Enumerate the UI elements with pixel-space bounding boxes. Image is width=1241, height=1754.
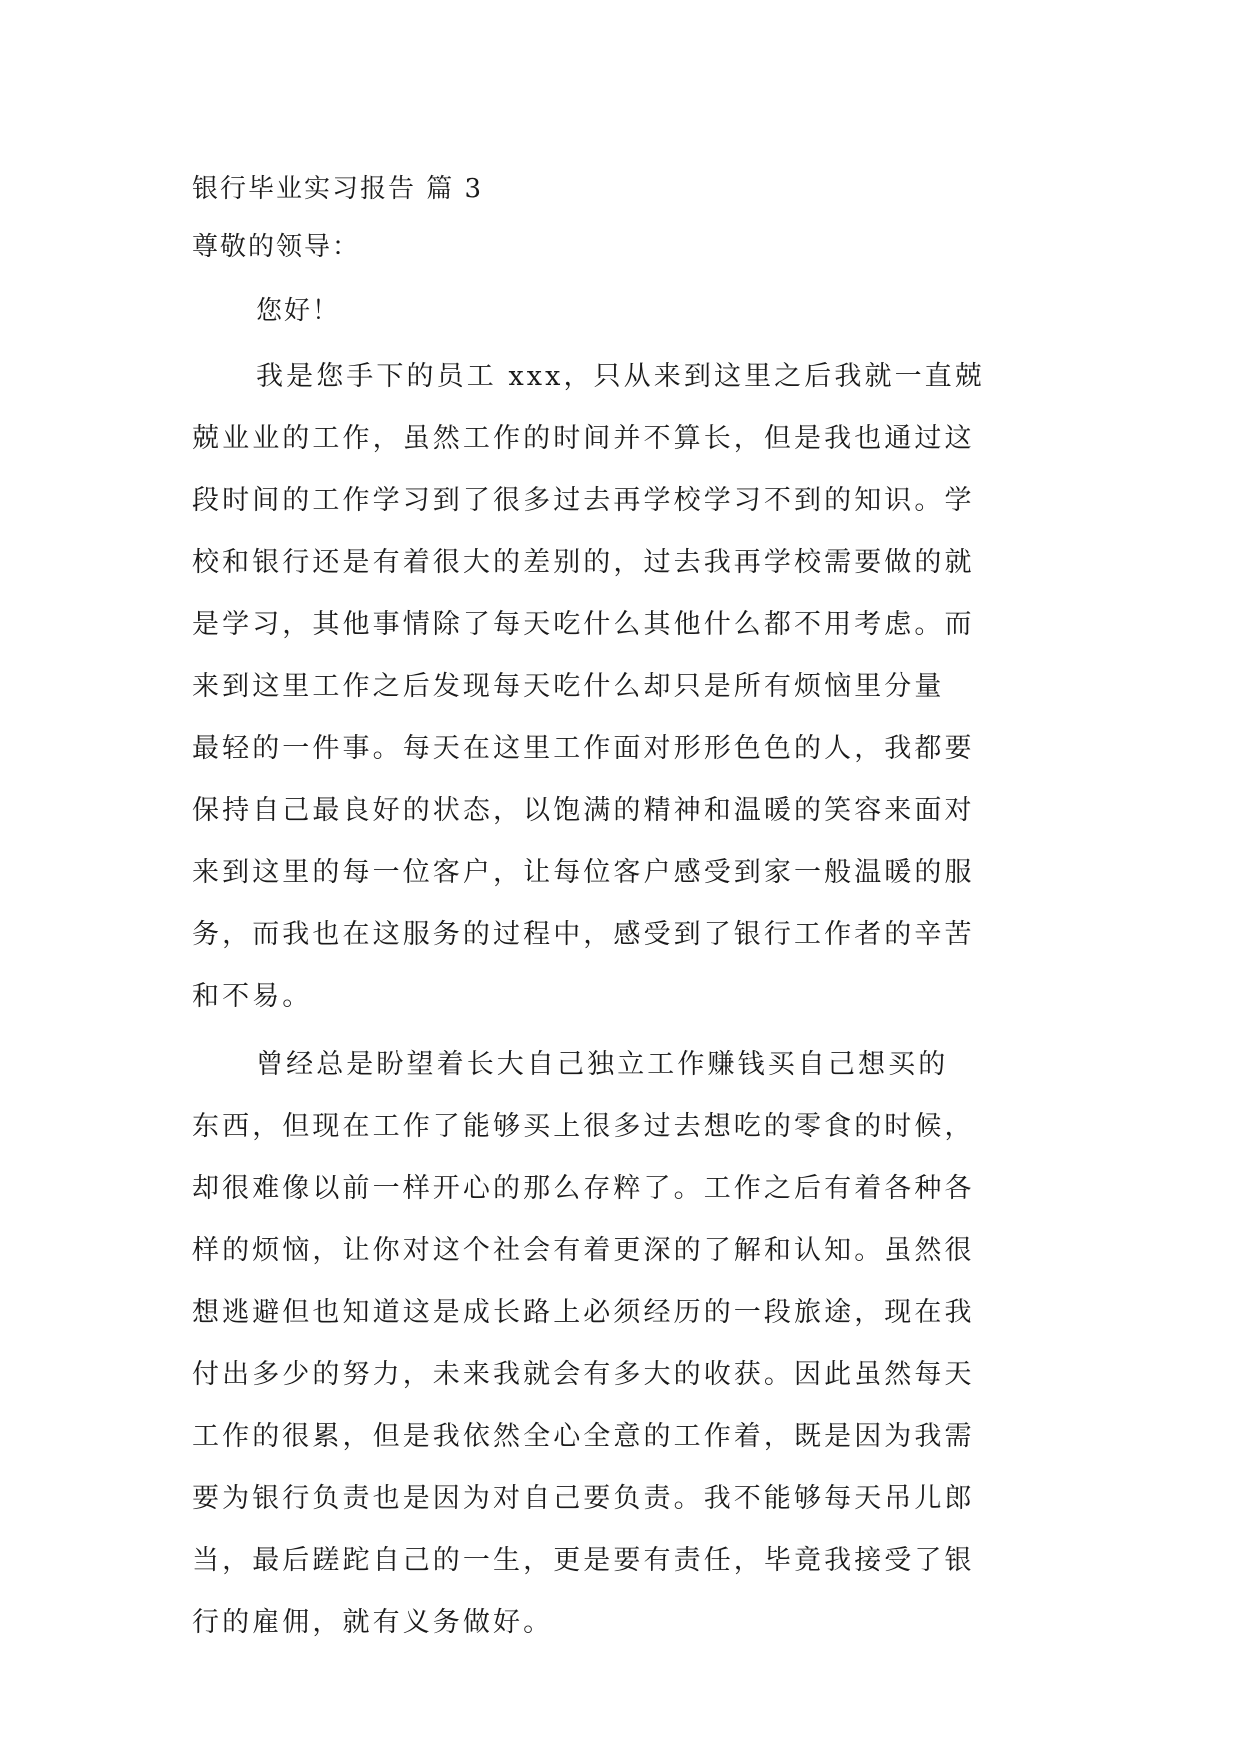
paragraph-1 xyxy=(192,346,1052,1028)
paragraph-line: 我是您手下的员工 xxx，只从来到这里之后我就一直兢 xyxy=(256,361,985,392)
paragraph-line: 行的雇佣，就有义务做好。 xyxy=(192,1607,554,1638)
paragraph-line: 来到这里的每一位客户，让每位客户感受到家一般温暖的服 xyxy=(192,857,975,888)
paragraph-line: 段时间的工作学习到了很多过去再学校学习不到的知识。学 xyxy=(192,485,975,516)
paragraph-line: 兢业业的工作，虽然工作的时间并不算长，但是我也通过这 xyxy=(192,423,975,454)
paragraph-line: 东西，但现在工作了能够买上很多过去想吃的零食的时候， xyxy=(192,1111,975,1142)
paragraph-line: 样的烦恼，让你对这个社会有着更深的了解和认知。虽然很 xyxy=(192,1235,975,1266)
paragraph-line: 想逃避但也知道这是成长路上必须经历的一段旅途，现在我 xyxy=(192,1297,975,1328)
paragraph-line: 来到这里工作之后发现每天吃什么却只是所有烦恼里分量 xyxy=(192,671,945,702)
paragraph-line: 曾经总是盼望着长大自己独立工作赚钱买自己想买的 xyxy=(256,1049,949,1080)
paragraph-line: 付出多少的努力，未来我就会有多大的收获。因此虽然每天 xyxy=(192,1359,975,1390)
document-body xyxy=(192,160,1052,1654)
document-title: 银行毕业实习报告 篇 3 xyxy=(192,174,484,204)
paragraph-line: 最轻的一件事。每天在这里工作面对形形色色的人，我都要 xyxy=(192,733,975,764)
paragraph-line: 却很难像以前一样开心的那么存粹了。工作之后有着各种各 xyxy=(192,1173,975,1204)
paragraph-line: 务，而我也在这服务的过程中，感受到了银行工作者的辛苦 xyxy=(192,919,975,950)
paragraph-line: 是学习，其他事情除了每天吃什么其他什么都不用考虑。而 xyxy=(192,609,975,640)
paragraph-2 xyxy=(192,1034,1052,1654)
paragraph-line: 和不易。 xyxy=(192,981,313,1012)
greeting: 您好！ xyxy=(256,296,341,326)
paragraph-line: 工作的很累，但是我依然全心全意的工作着，既是因为我需 xyxy=(192,1421,975,1452)
salutation: 尊敬的领导： xyxy=(192,232,361,262)
paragraph-line: 要为银行负责也是因为对自己要负责。我不能够每天吊儿郎 xyxy=(192,1483,975,1514)
paragraph-line: 当，最后蹉跎自己的一生，更是要有责任，毕竟我接受了银 xyxy=(192,1545,975,1576)
paragraph-line: 保持自己最良好的状态，以饱满的精神和温暖的笑容来面对 xyxy=(192,795,975,826)
paragraph-line: 校和银行还是有着很大的差别的，过去我再学校需要做的就 xyxy=(192,547,975,578)
